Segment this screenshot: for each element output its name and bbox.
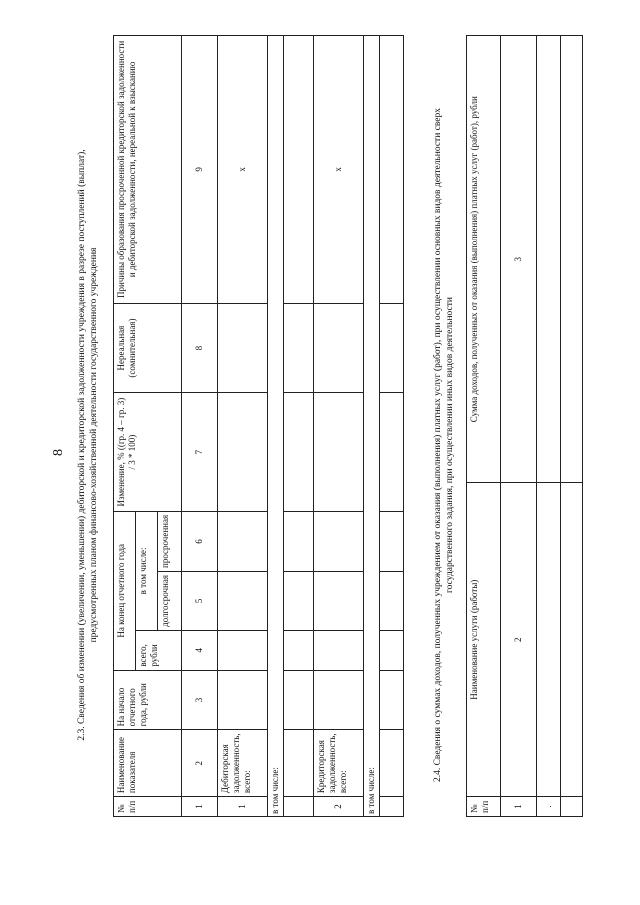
- col-end-header: На конец отчетного года: [114, 511, 136, 670]
- table-row: [284, 36, 314, 817]
- table-cell: [284, 303, 314, 393]
- table-cell: [380, 572, 404, 631]
- row-number: 2: [314, 797, 364, 817]
- table-cell: [284, 393, 314, 512]
- table-cell: [314, 303, 364, 393]
- row-dot: .: [537, 797, 561, 817]
- table-row: [218, 36, 268, 817]
- col-long-header: долгосрочная: [158, 572, 182, 631]
- section-2-3-heading: 2.3. Сведения об изменении (увеличении, уменьшении) дебиторской и кредиторской задолженности учреждения в разрезе поступлений (выплат),: [77, 149, 87, 741]
- col-no-header: № п/п: [467, 797, 501, 817]
- table-cell: [314, 572, 364, 631]
- col-incl-header: в том числе:: [136, 511, 158, 630]
- col-start-header: На начало отчетного года, рубли: [114, 670, 182, 730]
- table-cell: [218, 393, 268, 512]
- table-cell: [380, 670, 404, 730]
- col-number: 2: [501, 483, 537, 797]
- including-label: в том числе:: [268, 36, 284, 817]
- col-number: 6: [182, 511, 218, 571]
- table-cell: [380, 797, 404, 817]
- row-number: 1: [218, 797, 268, 817]
- table-cell: [218, 572, 268, 631]
- col-overdue-header: просроченная: [158, 511, 182, 571]
- section-2-3-heading-line2: предусмотренных планом финансово-хозяйственной деятельности государственного учреждения: [89, 247, 99, 643]
- table-cell: [284, 36, 314, 304]
- table-cell: [380, 36, 404, 304]
- col-change-header: Изменение, % ((гр. 4 – гр. 3) / 3 * 100): [114, 393, 182, 512]
- col-number: 3: [501, 36, 537, 483]
- table-row: [537, 36, 561, 817]
- table-cell: [537, 36, 561, 483]
- table-cell: [314, 670, 364, 730]
- col-no-header: № п/п: [114, 797, 182, 817]
- table-cell: [284, 670, 314, 730]
- col-income-sum-header: Сумма доходов, полученных от оказания (выполнения) платных услуг (работ), рубли: [467, 36, 501, 483]
- section-2-4-heading: 2.4. Сведения о суммах доходов, полученных учреждением от оказания (выполнения) платных услуг (работ), при осуществлении основных видов деятельности сверх: [433, 107, 443, 783]
- table-cell: [284, 730, 314, 797]
- table-cell: [380, 730, 404, 797]
- col-number: 7: [182, 393, 218, 512]
- table-cell: [284, 630, 314, 670]
- row-name-payables: Кредиторская задолженность, всего:: [314, 730, 364, 797]
- x-mark: х: [218, 36, 268, 304]
- x-mark: х: [314, 36, 364, 304]
- col-number: 9: [182, 36, 218, 304]
- table-row: [314, 36, 364, 817]
- table-cell: [380, 511, 404, 571]
- table-row: [268, 36, 284, 817]
- col-name-header: Наименование показателя: [114, 730, 182, 797]
- table-row: [380, 36, 404, 817]
- col-number: 8: [182, 303, 218, 393]
- header-row: [467, 36, 501, 817]
- table-row: [561, 36, 583, 817]
- table-cell: [284, 511, 314, 571]
- table-cell: [380, 303, 404, 393]
- table-cell: [380, 393, 404, 512]
- col-reasons-header: Причины образования просроченной кредиторской задолженности и дебиторской задолженности, нереальной к взысканию: [114, 36, 182, 304]
- table-cell: [561, 483, 583, 797]
- table-cell: [314, 511, 364, 571]
- col-number: 2: [182, 730, 218, 797]
- col-unreal-header: Нереальная (сомнительная): [114, 303, 182, 393]
- table-cell: [314, 630, 364, 670]
- col-number: 1: [182, 797, 218, 817]
- table-cell: [380, 630, 404, 670]
- col-number: 1: [501, 797, 537, 817]
- including-label: в том числе:: [364, 36, 380, 817]
- col-number: 3: [182, 670, 218, 730]
- col-total-header: всего, рубли: [136, 630, 182, 670]
- page-number: 8: [51, 449, 66, 456]
- table-cell: [218, 630, 268, 670]
- table-cell: [284, 797, 314, 817]
- row-name-receivables: Дебиторская задолженность, всего:: [218, 730, 268, 797]
- table-row: [364, 36, 380, 817]
- section-2-4-heading-line2: государственного задания, при осуществлении иных видов деятельности: [445, 297, 455, 593]
- paid-services-income-table: [466, 35, 583, 817]
- col-number: 4: [182, 630, 218, 670]
- table-cell: [218, 670, 268, 730]
- column-number-row: [182, 36, 218, 817]
- table-cell: [561, 797, 583, 817]
- table-cell: [314, 393, 364, 512]
- header-row: [114, 36, 136, 817]
- table-cell: [218, 303, 268, 393]
- column-number-row: [501, 36, 537, 817]
- table-cell: [284, 572, 314, 631]
- receivables-payables-table: [113, 35, 404, 817]
- table-cell: [218, 511, 268, 571]
- col-number: 5: [182, 572, 218, 631]
- table-cell: [561, 36, 583, 483]
- col-service-name-header: Наименование услуги (работы): [467, 483, 501, 797]
- table-cell: [537, 483, 561, 797]
